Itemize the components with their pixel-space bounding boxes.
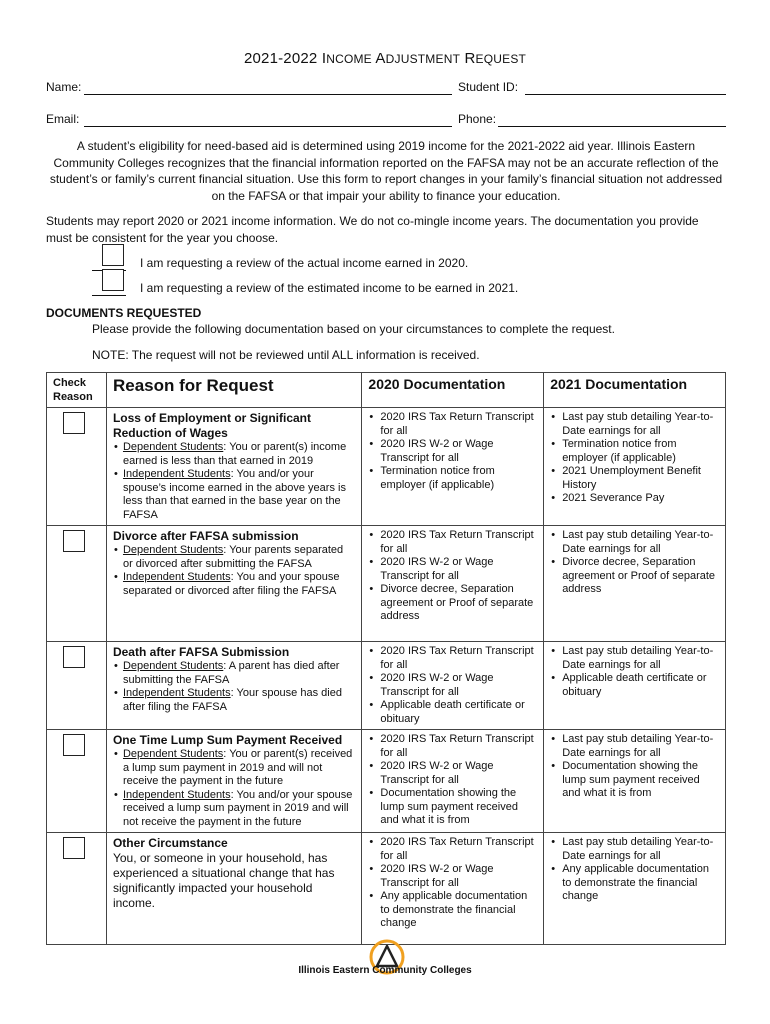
- intro-paragraph: A student’s eligibility for need-based aid is determined using 2019 income for the 2021-2022 aid year. Illinois Eastern Community Colleges recognizes that the financial information reported on the FAFSA may not be an accurate reflection of the student’s or family’s current financial situation. Use this form to report changes in your family’s financial situation not addressed on the FAFSA or that impair your ability to finance your education.: [49, 139, 723, 203]
- name-field[interactable]: [84, 81, 452, 95]
- list-item: • Applicable death certificate or obituary: [368, 699, 537, 726]
- phone-field[interactable]: [498, 113, 726, 127]
- email-label: Email:: [46, 112, 80, 126]
- table-row: [47, 730, 726, 833]
- table-row: [47, 408, 726, 526]
- doc-2020-cell: [362, 526, 544, 642]
- student-id-field[interactable]: [525, 81, 726, 95]
- option-2020-checkbox[interactable]: [102, 244, 124, 266]
- email-row: [46, 112, 726, 130]
- list-item: • 2021 Unemployment Benefit History: [550, 465, 719, 492]
- option-2021-line: [92, 295, 126, 296]
- doc-2020-cell: [362, 408, 544, 526]
- documents-note: NOTE: The request will not be reviewed until ALL information is received.: [92, 348, 480, 362]
- list-item: • 2021 Severance Pay: [550, 492, 719, 506]
- list-item: • 2020 IRS W-2 or Wage Transcript for all: [368, 438, 537, 465]
- reason-title: One Time Lump Sum Payment Received: [112, 733, 343, 747]
- reason-cell: [106, 642, 361, 730]
- check-cell: [47, 526, 107, 642]
- reason-cell: [106, 730, 361, 833]
- doc-2021-cell: [544, 642, 726, 730]
- table-row: [47, 642, 726, 730]
- list-item: • Dependent Students: You or parent(s) income earned is less than that earned in 2019: [113, 441, 355, 468]
- list-item: • Dependent Students: A parent has died after submitting the FAFSA: [113, 660, 355, 687]
- reason-text: You, or someone in your household, has experienced a situational change that has significantly impacted your household income.: [112, 851, 335, 910]
- student-id-label: Student ID:: [458, 80, 519, 94]
- list-item: • Any applicable documentation to demonstrate the financial change: [550, 863, 719, 904]
- header-reason: Reason for Request: [106, 373, 361, 408]
- list-item: • 2020 IRS W-2 or Wage Transcript for all: [368, 556, 537, 583]
- check-cell: [47, 408, 107, 526]
- list-item: • Last pay stub detailing Year-to-Date earnings for all: [550, 411, 719, 438]
- footer-college-name: Illinois Eastern Community Colleges: [298, 965, 472, 976]
- email-field[interactable]: [84, 113, 452, 127]
- reason-title: Loss of Employment or Significant Reduction of Wages: [112, 411, 311, 440]
- income-year-paragraph: Students may report 2020 or 2021 income information. We do not co-mingle income years. The documentation you provide must be consistent for the year you choose.: [46, 214, 699, 245]
- list-item: • Dependent Students: You or parent(s) received a lump sum payment in 2019 and will not receive the payment in the future: [113, 748, 355, 789]
- list-item: • Divorce decree, Separation agreement or Proof of separate address: [550, 556, 719, 597]
- doc-2020-cell: [362, 642, 544, 730]
- list-item: • Last pay stub detailing Year-to-Date earnings for all: [550, 645, 719, 672]
- form-title: 2021-2022 INCOME ADJUSTMENT REQUEST: [243, 50, 527, 67]
- doc-2021-cell: [544, 526, 726, 642]
- list-item: • Applicable death certificate or obituary: [550, 672, 719, 699]
- list-item: • Documentation showing the lump sum payment received and what it is from: [368, 787, 537, 828]
- doc-2021-cell: [544, 730, 726, 833]
- check-cell: [47, 833, 107, 945]
- option-2021-label: I am requesting a review of the estimated income to be earned in 2021.: [140, 281, 519, 295]
- name-row: [46, 80, 726, 98]
- header-2020: 2020 Documentation: [362, 373, 544, 408]
- list-item: • 2020 IRS Tax Return Transcript for all: [368, 733, 537, 760]
- list-item: • Independent Students: You and/or your spouse received a lump sum payment in 2019 and will not receive the payment in the future: [113, 789, 355, 830]
- doc-2020-cell: [362, 730, 544, 833]
- reason-cell: [106, 526, 361, 642]
- list-item: • Termination notice from employer (if applicable): [368, 465, 537, 492]
- list-item: • Independent Students: You and/or your spouse’s income earned in the above years is less than that earned in the base year on the FAFSA: [113, 468, 355, 522]
- list-item: • Dependent Students: Your parents separated or divorced after submitting the FAFSA: [113, 544, 355, 571]
- list-item: • Termination notice from employer (if applicable): [550, 438, 719, 465]
- reason-checkbox-other[interactable]: [63, 837, 85, 859]
- list-item: • Any applicable documentation to demonstrate the financial change: [368, 890, 537, 931]
- documentation-table: [46, 372, 726, 945]
- list-item: • Last pay stub detailing Year-to-Date earnings for all: [550, 733, 719, 760]
- reason-checkbox-death[interactable]: [63, 646, 85, 668]
- reason-checkbox-lump-sum[interactable]: [63, 734, 85, 756]
- table-row: [47, 526, 726, 642]
- documents-subtext: Please provide the following documentation based on your circumstances to complete the request.: [92, 322, 615, 336]
- reason-title: Other Circumstance: [112, 836, 228, 850]
- list-item: • Documentation showing the lump sum payment received and what it is from: [550, 760, 719, 801]
- list-item: • 2020 IRS Tax Return Transcript for all: [368, 836, 537, 863]
- reason-title: Death after FAFSA Submission: [112, 645, 290, 659]
- list-item: • 2020 IRS Tax Return Transcript for all: [368, 645, 537, 672]
- doc-2021-cell: [544, 833, 726, 945]
- option-2021-checkbox[interactable]: [102, 269, 124, 291]
- table-row: [47, 833, 726, 945]
- reason-cell: [106, 833, 361, 945]
- option-2020-label: I am requesting a review of the actual income earned in 2020.: [140, 256, 469, 270]
- list-item: • 2020 IRS W-2 or Wage Transcript for all: [368, 672, 537, 699]
- doc-2020-cell: [362, 833, 544, 945]
- phone-label: Phone:: [458, 112, 497, 126]
- list-item: • Divorce decree, Separation agreement or Proof of separate address: [368, 583, 537, 624]
- reason-title: Divorce after FAFSA submission: [112, 529, 299, 543]
- name-label: Name:: [46, 80, 82, 94]
- list-item: • 2020 IRS W-2 or Wage Transcript for all: [368, 760, 537, 787]
- list-item: • 2020 IRS W-2 or Wage Transcript for all: [368, 863, 537, 890]
- list-item: • 2020 IRS Tax Return Transcript for all: [368, 411, 537, 438]
- list-item: • Last pay stub detailing Year-to-Date earnings for all: [550, 529, 719, 556]
- list-item: • Independent Students: You and your spouse separated or divorced after filing the FAFSA: [113, 571, 355, 598]
- list-item: • 2020 IRS Tax Return Transcript for all: [368, 529, 537, 556]
- check-cell: [47, 642, 107, 730]
- reason-cell: [106, 408, 361, 526]
- doc-2021-cell: [544, 408, 726, 526]
- documents-heading: DOCUMENTS REQUESTED: [46, 306, 202, 320]
- reason-checkbox-divorce[interactable]: [63, 530, 85, 552]
- list-item: • Independent Students: Your spouse has died after filing the FAFSA: [113, 687, 355, 714]
- table-header-row: [47, 373, 726, 408]
- header-2021: 2021 Documentation: [544, 373, 726, 408]
- header-check-reason: Check Reason: [47, 373, 107, 408]
- list-item: • Last pay stub detailing Year-to-Date earnings for all: [550, 836, 719, 863]
- reason-checkbox-loss-employment[interactable]: [63, 412, 85, 434]
- check-cell: [47, 730, 107, 833]
